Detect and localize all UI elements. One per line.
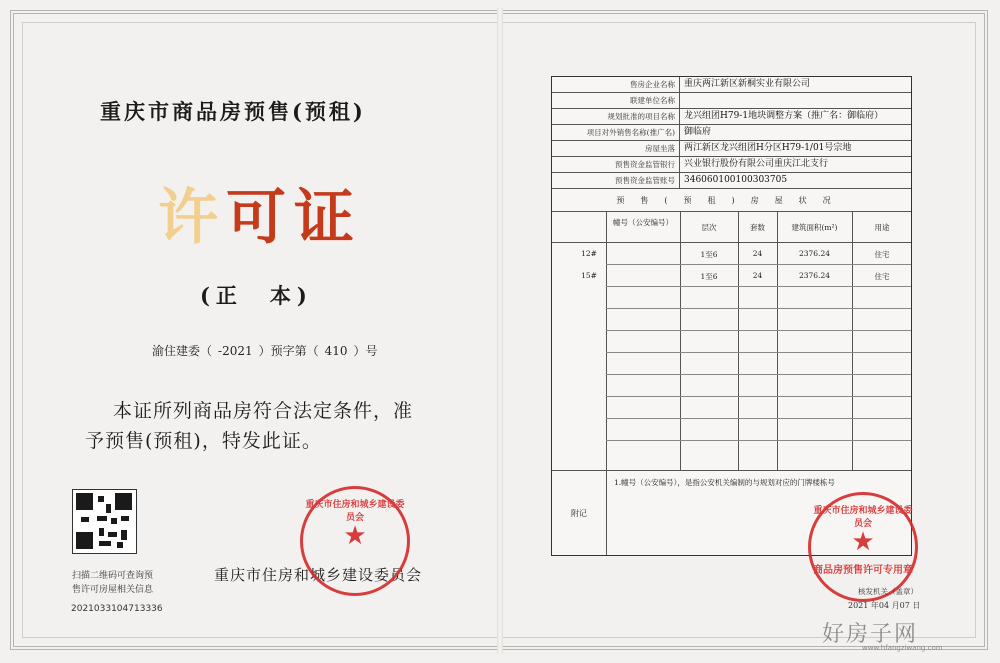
seal-ring-text: 重庆市住房和城乡建设委员会 [813, 506, 913, 529]
table-row [552, 93, 911, 109]
table-row [552, 77, 911, 93]
original-copy-label: (正 本) [200, 283, 313, 308]
permit-number-line [152, 342, 452, 359]
big-title-faded-char: 许 [158, 183, 226, 253]
cell-building: 15# [581, 271, 597, 280]
unit-grid [552, 212, 911, 471]
cell-building: 12# [581, 249, 597, 258]
permit-year: -2021 [218, 344, 253, 358]
issue-date: 2021 年04 月07 日 [848, 601, 921, 610]
permit-mid: ）预字第（ [258, 344, 319, 358]
row-value: 重庆两江新区新桐实业有限公司 [684, 79, 811, 89]
row-label: 规划批准的项目名称 [552, 109, 680, 124]
permit-suffix: ）号 [353, 344, 378, 358]
permit-detail-table [551, 76, 912, 556]
qr-caption-line-1: 扫描二维码可查询预 [72, 571, 154, 581]
row-value: 两江新区龙兴组团H分区H79-1/01号宗地 [684, 143, 852, 153]
row-label: 预售资金监管账号 [552, 173, 680, 188]
seal-ring-text: 重庆市住房和城乡建设委员会 [305, 500, 405, 523]
table-row [552, 157, 911, 173]
table-row [552, 109, 911, 125]
row-value: 御临府 [684, 127, 712, 137]
issuer-signature-label: 核发机关（盖章） [858, 587, 918, 596]
watermark-url: www.hfangziwang.com [862, 644, 943, 652]
section-title: 预售(预租)房屋状况 [552, 189, 911, 212]
qr-caption-line-2: 售许可房屋相关信息 [72, 585, 154, 595]
column-header: 层次 [701, 223, 717, 232]
row-label: 项目对外销售名称(推广名) [552, 125, 680, 140]
serial-number: 2021033104713336 [71, 604, 163, 614]
certificate-big-title [120, 170, 400, 256]
watermark-logo: 好房子网 [822, 622, 919, 647]
certificate-title: 重庆市商品房预售(预租) [100, 99, 366, 124]
column-header: 用途 [874, 223, 890, 232]
cell-count: 24 [752, 271, 763, 280]
permit-number: 410 [324, 344, 348, 358]
cell-use: 住宅 [874, 272, 890, 281]
row-label: 售房企业名称 [552, 77, 680, 92]
cell-use: 住宅 [874, 250, 890, 259]
column-header: 幢号（公安编号） [613, 218, 673, 227]
row-label: 联建单位名称 [552, 93, 680, 108]
table-row [552, 141, 911, 157]
row-value: 兴业银行股份有限公司重庆江北支行 [684, 159, 829, 169]
cell-floors: 1至6 [700, 250, 718, 259]
row-label: 预售资金监管银行 [552, 157, 680, 172]
table-row [552, 173, 911, 189]
row-value [680, 93, 911, 108]
column-header: 套数 [750, 223, 765, 232]
permit-prefix: 渝住建委（ [152, 344, 213, 358]
column-header: 建筑面积(m²) [791, 223, 838, 232]
statement-line-1: 本证所列商品房符合法定条件，准 [113, 400, 414, 422]
notes-text: 1.幢号（公安编号），是指公安机关编制的与规划对应的门牌楼栋号 [614, 478, 835, 487]
table-row [552, 125, 911, 141]
qr-code[interactable] [72, 489, 137, 554]
row-value: 346060100100303705 [684, 175, 788, 185]
cell-area: 2376.24 [798, 249, 830, 258]
cell-floors: 1至6 [700, 272, 718, 281]
official-seal-left [300, 486, 410, 596]
cell-count: 24 [752, 249, 763, 258]
row-label: 房屋坐落 [552, 141, 680, 156]
seal-star-icon: ★ [343, 520, 367, 551]
issuing-authority: 重庆市住房和城乡建设委员会 [214, 566, 423, 584]
notes-label: 附记 [552, 471, 607, 555]
big-title-text: 可证 [226, 183, 362, 253]
seal-star-icon: ★ [851, 526, 875, 557]
seal-use-text: 商品房预售许可专用章 [813, 565, 913, 576]
cell-area: 2376.24 [798, 271, 830, 280]
statement-line-2: 予预售(预租)，特发此证。 [85, 430, 322, 452]
center-fold [497, 8, 503, 654]
row-value: 龙兴组团H79-1地块调整方案（推广名：御临府） [684, 111, 884, 121]
